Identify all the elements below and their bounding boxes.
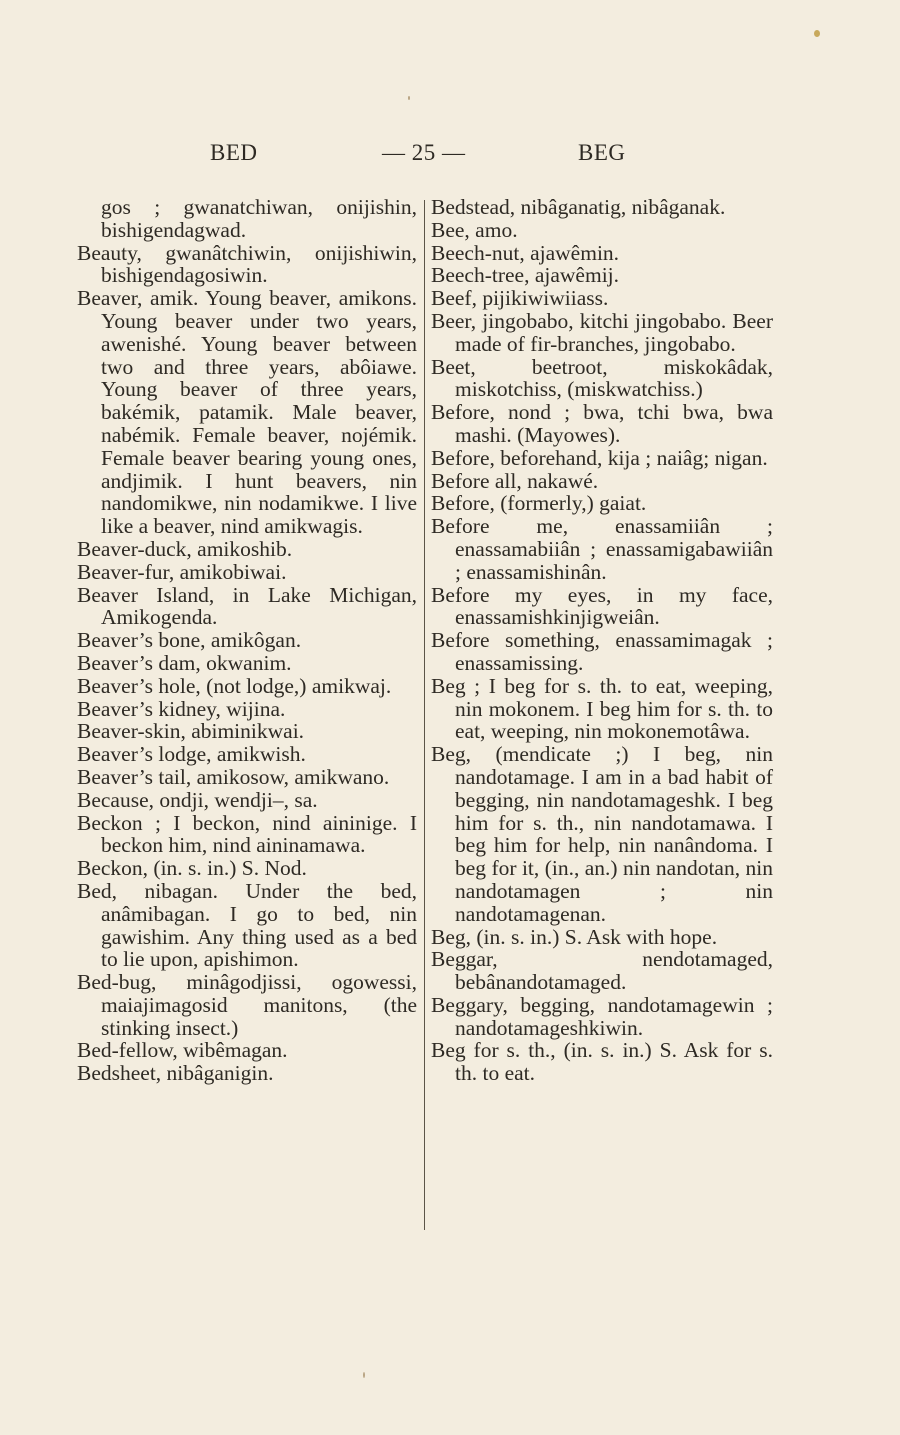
dictionary-entry: Before something, enassamimagak ; enassamissing. xyxy=(431,628,773,675)
dictionary-entry: Before, (formerly,) gaiat. xyxy=(431,491,647,516)
header-right-guideword: BEG xyxy=(578,140,626,165)
dictionary-entry: Beggar, nendotamaged, bebânandotamaged. xyxy=(431,947,773,995)
dictionary-entry: Bedstead, nibâganatig, nibâganak. xyxy=(431,195,726,219)
dictionary-entry: Bee, amo. xyxy=(431,217,518,242)
dictionary-entry: Beaver-fur, amikobiwai. xyxy=(77,559,287,584)
page-number: — 25 — xyxy=(382,140,466,165)
paper-speck xyxy=(363,1372,365,1378)
dictionary-entry: Before, nond ; bwa, tchi bwa, bwa mashi. (Mayowes). xyxy=(431,400,773,447)
dictionary-entry: Beer, jingobabo, kitchi jingobabo. Beer made of fir-branches, jingobabo. xyxy=(431,308,773,356)
dictionary-entry: Beauty, gwanâtchiwin, onijishiwin, bishigendagosiwin. xyxy=(77,240,417,288)
dictionary-entry: Bed, nibagan. Under the bed, anâmibagan. I go to bed, nin gawishim. Any thing used as a bed to lie upon, apishimon. xyxy=(77,878,417,972)
dictionary-entry: Bedsheet, nibâganigin. xyxy=(77,1061,274,1086)
dictionary-entry: Beech-nut, ajawêmin. xyxy=(431,240,620,265)
header-left-guideword: BED xyxy=(210,140,258,165)
dictionary-entry: Beaver’s dam, okwanim. xyxy=(77,650,292,675)
dictionary-entry: Beech-tree, ajawêmij. xyxy=(431,263,620,288)
dictionary-entry: Beef, pijikiwiwiiass. xyxy=(431,286,609,311)
paper-speck xyxy=(408,96,410,100)
dictionary-entry: Beaver, amik. Young beaver, amikons. Young beaver under two years, awenishé. Young beaver between two and three years, abôiawe. Young beaver of three years, bakémik, patamik. Male beaver, nabémik. Female beaver, nojémik. Female beaver bearing young ones, andjimik. I hunt beavers, nin nandomikwe, nin nodamikwe. I live like a beaver, nind amikwagis. xyxy=(77,286,417,539)
dictionary-entry: Beaver’s lodge, amikwish. xyxy=(77,742,306,767)
dictionary-entry: Beaver’s bone, amikôgan. xyxy=(77,628,302,653)
dictionary-entry: Beg ; I beg for s. th. to eat, weeping, nin mokonem. I beg him for s. th. to eat, weeping, nin mokonemotâwa. xyxy=(431,673,773,744)
dictionary-entry: Bed-bug, minâgodjissi, ogowessi, maiajimagosid manitons, (the stinking insect.) xyxy=(77,970,417,1040)
dictionary-entry: Bed-fellow, wibêmagan. xyxy=(77,1038,288,1063)
dictionary-entry: Beaver’s tail, amikosow, amikwano. xyxy=(77,764,390,789)
dictionary-entry: Before me, enassamiiân ; enassamabiiân ; enassamigabawiiân ; enassamishinân. xyxy=(431,514,773,584)
dictionary-entry: Beaver-skin, abiminikwai. xyxy=(77,719,305,744)
dictionary-entry: Beg, (in. s. in.) S. Ask with hope. xyxy=(431,924,718,949)
left-column xyxy=(77,196,417,1085)
dictionary-entry: Beaver-duck, amikoshib. xyxy=(77,536,293,561)
dictionary-entry: Before all, nakawé. xyxy=(431,468,599,493)
dictionary-entry: Beet, beetroot, miskokâdak, miskotchiss, (miskwatchiss.) xyxy=(431,354,773,402)
dictionary-entry: Before, beforehand, kija ; naiâg; nigan. xyxy=(431,445,768,470)
dictionary-entry: Beaver’s hole, (not lodge,) amikwaj. xyxy=(77,673,392,698)
dictionary-entry: Beaver’s kidney, wijina. xyxy=(77,696,286,721)
dictionary-entry: Before my eyes, in my face, enassamishkinjigweiân. xyxy=(431,582,773,630)
dictionary-entry: Beaver Island, in Lake Michigan, Amikogenda. xyxy=(77,582,417,630)
dictionary-entry: Beggary, begging, nandotamagewin ; nandotamageshkiwin. xyxy=(431,992,773,1040)
dictionary-entry: gos ; gwanatchiwan, onijishin, bishigendagwad. xyxy=(101,195,417,242)
dictionary-entry: Beckon, (in. s. in.) S. Nod. xyxy=(77,856,307,881)
dictionary-entry: Beg for s. th., (in. s. in.) S. Ask for s. th. to eat. xyxy=(431,1038,773,1086)
dictionary-entry: Because, ondji, wendji–, sa. xyxy=(77,787,318,812)
dictionary-entry: Beckon ; I beckon, nind aininige. I beckon him, nind aininamawa. xyxy=(77,810,417,858)
right-column xyxy=(431,196,773,1085)
column-divider xyxy=(424,200,425,1230)
paper-speck xyxy=(814,30,820,37)
dictionary-entry: Beg, (mendicate ;) I beg, nin nandotamage. I am in a bad habit of begging, nin nandotamageshk. I beg him for s. th., nin nandotamawa. I beg him for help, nin nanândoma. I beg for it, (in., an.) nin nandotan, nin nandotamagen ; nin nandotamagenan. xyxy=(431,742,773,926)
